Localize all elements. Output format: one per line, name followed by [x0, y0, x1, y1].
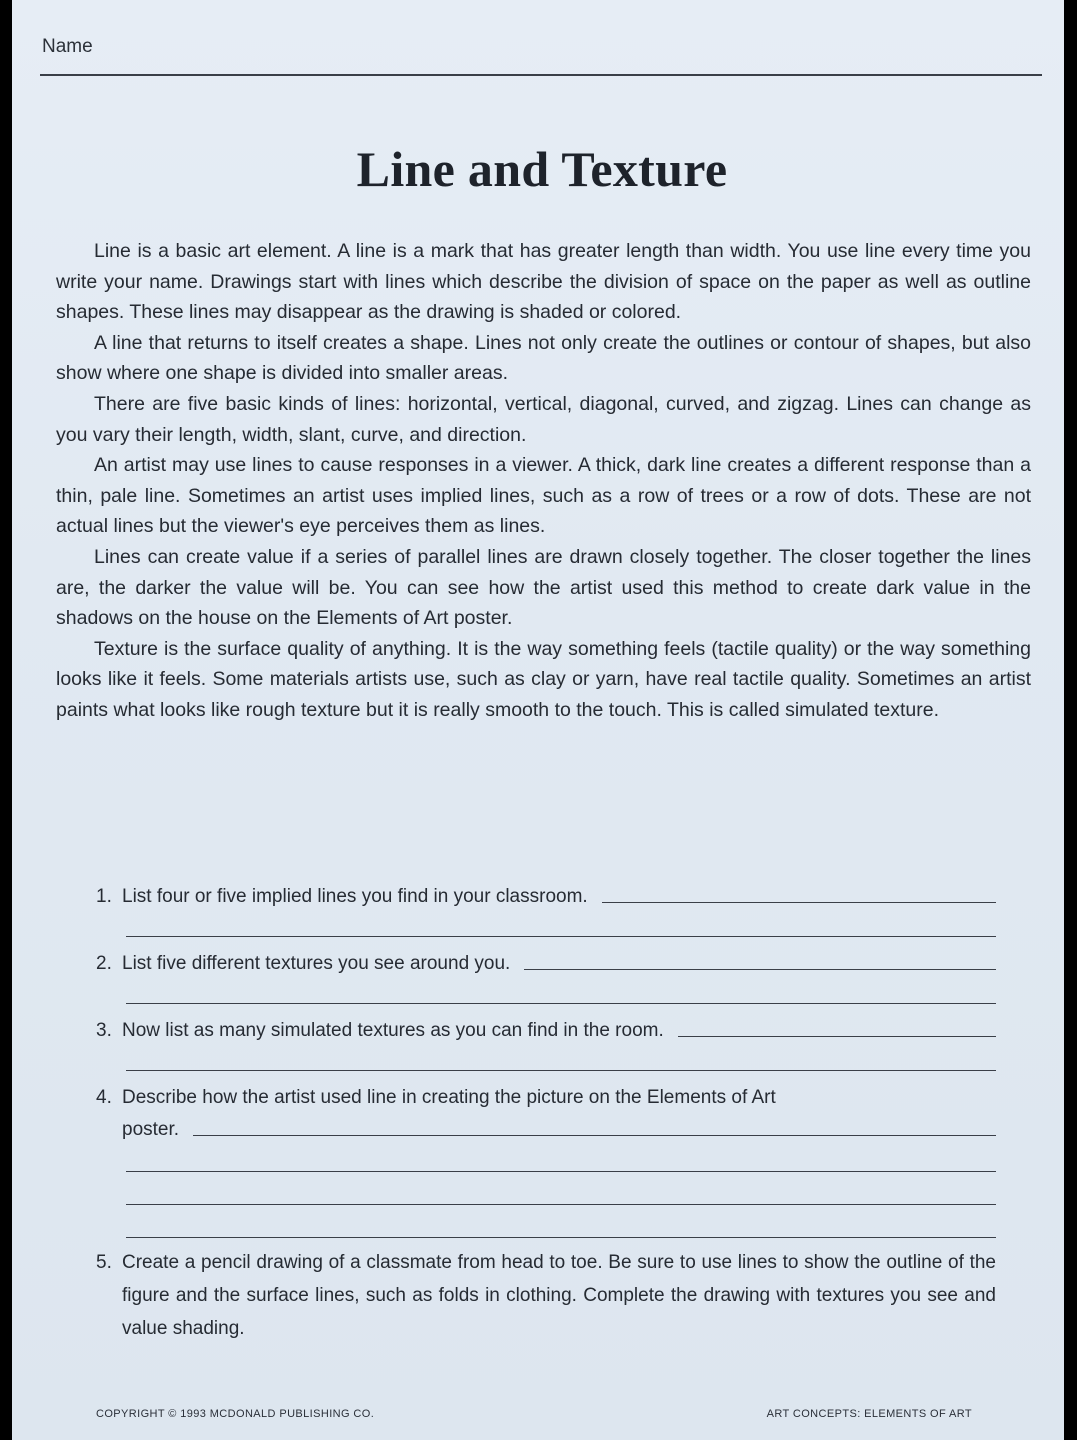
question-text: Describe how the artist used line in creating the picture on the Elements of Art	[122, 1087, 776, 1108]
body-text	[56, 236, 1031, 726]
question-text: List five different textures you see around you.	[122, 953, 511, 974]
answer-line[interactable]	[126, 975, 996, 1004]
page-title: Line and Texture	[356, 141, 728, 197]
question-number: 4.	[96, 1087, 112, 1108]
worksheet-page	[12, 0, 1064, 1440]
answer-line[interactable]	[126, 908, 996, 937]
question-number: 2.	[96, 953, 112, 974]
question-number: 3.	[96, 1020, 112, 1041]
answer-line[interactable]	[126, 1042, 996, 1071]
copyright-footer: COPYRIGHT © 1993 MCDONALD PUBLISHING CO.	[96, 1408, 375, 1420]
question-2	[96, 943, 996, 1004]
name-label: Name	[42, 36, 93, 57]
question-text: Create a pencil drawing of a classmate from head to toe. Be sure to use lines to show the outline of the figure and the surface lines, such as folds in clothing. Complete the drawing with textures you see and value shading.	[122, 1252, 996, 1339]
question-4	[96, 1077, 996, 1238]
question-text-continued: poster.	[122, 1119, 180, 1140]
paragraph-line-definition: Line is a basic art element. A line is a mark that has greater length than width. You use line every time you write your name. Drawings start with lines which describe the division of space on the paper as well as outline shapes. These lines may disappear as the drawing is shaded or colored.	[56, 240, 1031, 324]
paragraph-value: Lines can create value if a series of parallel lines are drawn closely together. The closer together the lines are, the darker the value will be. You can see how the artist used this method to create dark value in the shadows on the house on the Elements of Art poster.	[56, 545, 1031, 630]
question-number: 1.	[96, 886, 112, 907]
name-field[interactable]	[40, 36, 1042, 76]
answer-blank[interactable]	[524, 968, 996, 970]
answer-blank[interactable]	[193, 1134, 996, 1136]
question-5	[96, 1246, 996, 1345]
questions-list	[96, 876, 996, 1345]
series-footer: ART CONCEPTS: ELEMENTS OF ART	[766, 1408, 972, 1420]
question-number: 5.	[96, 1252, 112, 1273]
answer-line[interactable]	[126, 1172, 996, 1205]
answer-line[interactable]	[126, 1141, 996, 1172]
question-3	[96, 1010, 996, 1071]
answer-blank[interactable]	[678, 1035, 996, 1037]
paragraph-shape: A line that returns to itself creates a shape. Lines not only create the outlines or contour of shapes, but also show where one shape is divided into smaller areas.	[56, 331, 1031, 385]
paragraph-texture: Texture is the surface quality of anything. It is the way something feels (tactile quality) or the way something looks like it feels. Some materials artists use, such as clay or yarn, have real tactile quality. Sometimes an artist paints what looks like rough texture but it is really smooth to the touch. This is called simulated texture.	[56, 637, 1031, 721]
paragraph-kinds-of-lines: There are five basic kinds of lines: horizontal, vertical, diagonal, curved, and zigzag. Lines can change as you vary their length, width, slant, curve, and direction.	[56, 392, 1031, 446]
answer-blank[interactable]	[602, 901, 996, 903]
answer-line[interactable]	[126, 1205, 996, 1238]
question-text: List four or five implied lines you find in your classroom.	[122, 886, 588, 907]
question-text: Now list as many simulated textures as you can find in the room.	[122, 1020, 664, 1041]
question-1	[96, 876, 996, 937]
paragraph-implied-lines: An artist may use lines to cause responses in a viewer. A thick, dark line creates a different response than a thin, pale line. Sometimes an artist uses implied lines, such as a row of trees or a row of dots. These are not actual lines but the viewer's eye perceives them as lines.	[56, 454, 1031, 538]
